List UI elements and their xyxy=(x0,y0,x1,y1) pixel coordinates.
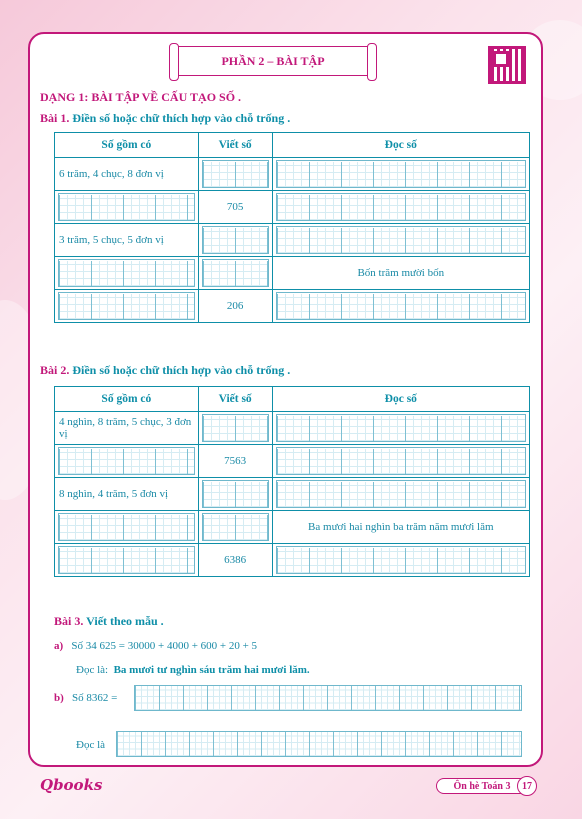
reading-answer-grid[interactable] xyxy=(276,546,526,574)
cell-reading xyxy=(272,191,529,224)
exercise2-instruction: Điền số hoặc chữ thích hợp vào chỗ trống . xyxy=(72,363,291,377)
page-number: 17 xyxy=(517,776,537,796)
table-row xyxy=(55,544,530,577)
number-value: 705 xyxy=(226,201,244,213)
exercise3-part-b xyxy=(54,692,117,704)
exercise3-heading xyxy=(54,614,164,629)
col-header-reading: Đọc số xyxy=(272,133,529,158)
composition-value: 8 nghìn, 4 trăm, 5 đơn vị xyxy=(59,488,169,500)
cell-number xyxy=(198,257,272,290)
cell-reading xyxy=(272,412,529,445)
cell-composition xyxy=(55,412,199,445)
part-a-label: a) xyxy=(54,640,64,652)
part-a-expression: Số 34 625 = 30000 + 4000 + 600 + 20 + 5 xyxy=(71,640,258,652)
exercise3-part-a xyxy=(54,640,257,652)
cell-composition xyxy=(55,158,199,191)
cell-number xyxy=(198,445,272,478)
reading-answer-grid[interactable] xyxy=(276,292,526,320)
composition-answer-grid[interactable] xyxy=(58,292,195,320)
worksheet-page xyxy=(28,32,543,767)
cell-composition xyxy=(55,478,199,511)
cell-number xyxy=(198,191,272,224)
cell-composition xyxy=(55,257,199,290)
publisher-logo: Qbooks xyxy=(40,776,103,794)
exercise3-instruction: Viết theo mẫu . xyxy=(86,614,164,628)
table-row xyxy=(55,158,530,191)
cell-number xyxy=(198,290,272,323)
number-answer-grid[interactable] xyxy=(202,259,269,287)
table-row xyxy=(55,290,530,323)
table-row xyxy=(55,445,530,478)
exercise1-table xyxy=(54,132,530,323)
exercise2-table xyxy=(54,386,530,577)
cell-composition xyxy=(55,290,199,323)
composition-answer-grid[interactable] xyxy=(58,546,195,574)
cell-number xyxy=(198,544,272,577)
number-answer-grid[interactable] xyxy=(202,226,269,254)
section-title: DẠNG 1: BÀI TẬP VỀ CẤU TẠO SỐ . xyxy=(40,90,242,104)
cell-reading xyxy=(272,158,529,191)
exercise2-label: Bài 2. xyxy=(40,363,70,377)
part-b-reading-grid[interactable] xyxy=(116,731,522,757)
cell-reading xyxy=(272,544,529,577)
cell-number xyxy=(198,412,272,445)
reading-answer-grid[interactable] xyxy=(276,414,526,442)
cell-composition xyxy=(55,191,199,224)
table-row xyxy=(55,224,530,257)
col-header-composition: Số gồm có xyxy=(55,133,199,158)
table-row xyxy=(55,412,530,445)
cell-number xyxy=(198,158,272,191)
part-b-answer-grid[interactable] xyxy=(134,685,522,711)
number-answer-grid[interactable] xyxy=(202,160,269,188)
col-header-number: Viết số xyxy=(198,133,272,158)
table-row xyxy=(55,191,530,224)
composition-answer-grid[interactable] xyxy=(58,513,195,541)
table-row xyxy=(55,478,530,511)
reading-answer-grid[interactable] xyxy=(276,447,526,475)
reading-value: Bốn trăm mười bốn xyxy=(357,267,445,279)
exercise1-label: Bài 1. xyxy=(40,111,70,125)
part-a-read-label: Đọc là: xyxy=(76,664,109,676)
number-answer-grid[interactable] xyxy=(202,513,269,541)
cell-composition xyxy=(55,544,199,577)
cell-composition xyxy=(55,511,199,544)
number-answer-grid[interactable] xyxy=(202,414,269,442)
composition-answer-grid[interactable] xyxy=(58,447,195,475)
qr-code-icon xyxy=(488,46,526,84)
section-banner: PHẦN 2 – BÀI TẬP xyxy=(176,46,370,76)
number-value: 7563 xyxy=(224,455,247,467)
part-b-read-label: Đọc là xyxy=(76,739,106,751)
exercise2-heading xyxy=(40,363,290,378)
col-header-reading: Đọc số xyxy=(272,387,529,412)
cell-number xyxy=(198,478,272,511)
book-title-badge: Ôn hè Toán 3 xyxy=(436,778,528,794)
number-answer-grid[interactable] xyxy=(202,480,269,508)
exercise1-instruction: Điền số hoặc chữ thích hợp vào chỗ trống . xyxy=(72,111,291,125)
cell-composition xyxy=(55,224,199,257)
table-row xyxy=(55,257,530,290)
cell-reading xyxy=(272,478,529,511)
exercise3-label: Bài 3. xyxy=(54,614,84,628)
reading-answer-grid[interactable] xyxy=(276,226,526,254)
cell-reading xyxy=(272,290,529,323)
cell-reading xyxy=(272,257,529,290)
cell-composition xyxy=(55,445,199,478)
number-value: 206 xyxy=(226,300,244,312)
number-value: 6386 xyxy=(224,554,247,566)
reading-answer-grid[interactable] xyxy=(276,160,526,188)
cell-reading xyxy=(272,445,529,478)
cell-reading xyxy=(272,224,529,257)
cell-reading xyxy=(272,511,529,544)
col-header-composition: Số gồm có xyxy=(55,387,199,412)
reading-value: Ba mươi hai nghìn ba trăm năm mươi lăm xyxy=(308,521,494,533)
composition-answer-grid[interactable] xyxy=(58,259,195,287)
exercise1-heading xyxy=(40,111,290,126)
composition-answer-grid[interactable] xyxy=(58,193,195,221)
reading-answer-grid[interactable] xyxy=(276,193,526,221)
col-header-number: Viết số xyxy=(198,387,272,412)
cell-number xyxy=(198,224,272,257)
composition-value: 4 nghìn, 8 trăm, 5 chục, 3 đơn vị xyxy=(59,416,192,440)
cell-number xyxy=(198,511,272,544)
part-a-read-value: Ba mươi tư nghìn sáu trăm hai mươi lăm. xyxy=(113,664,310,676)
exercise3-part-a-reading xyxy=(76,664,310,676)
composition-value: 6 trăm, 4 chục, 8 đơn vị xyxy=(59,168,164,180)
table-row xyxy=(55,511,530,544)
part-b-label: b) xyxy=(54,692,64,704)
part-b-expression: Số 8362 = xyxy=(72,692,118,704)
composition-value: 3 trăm, 5 chục, 5 đơn vị xyxy=(59,234,164,246)
reading-answer-grid[interactable] xyxy=(276,480,526,508)
